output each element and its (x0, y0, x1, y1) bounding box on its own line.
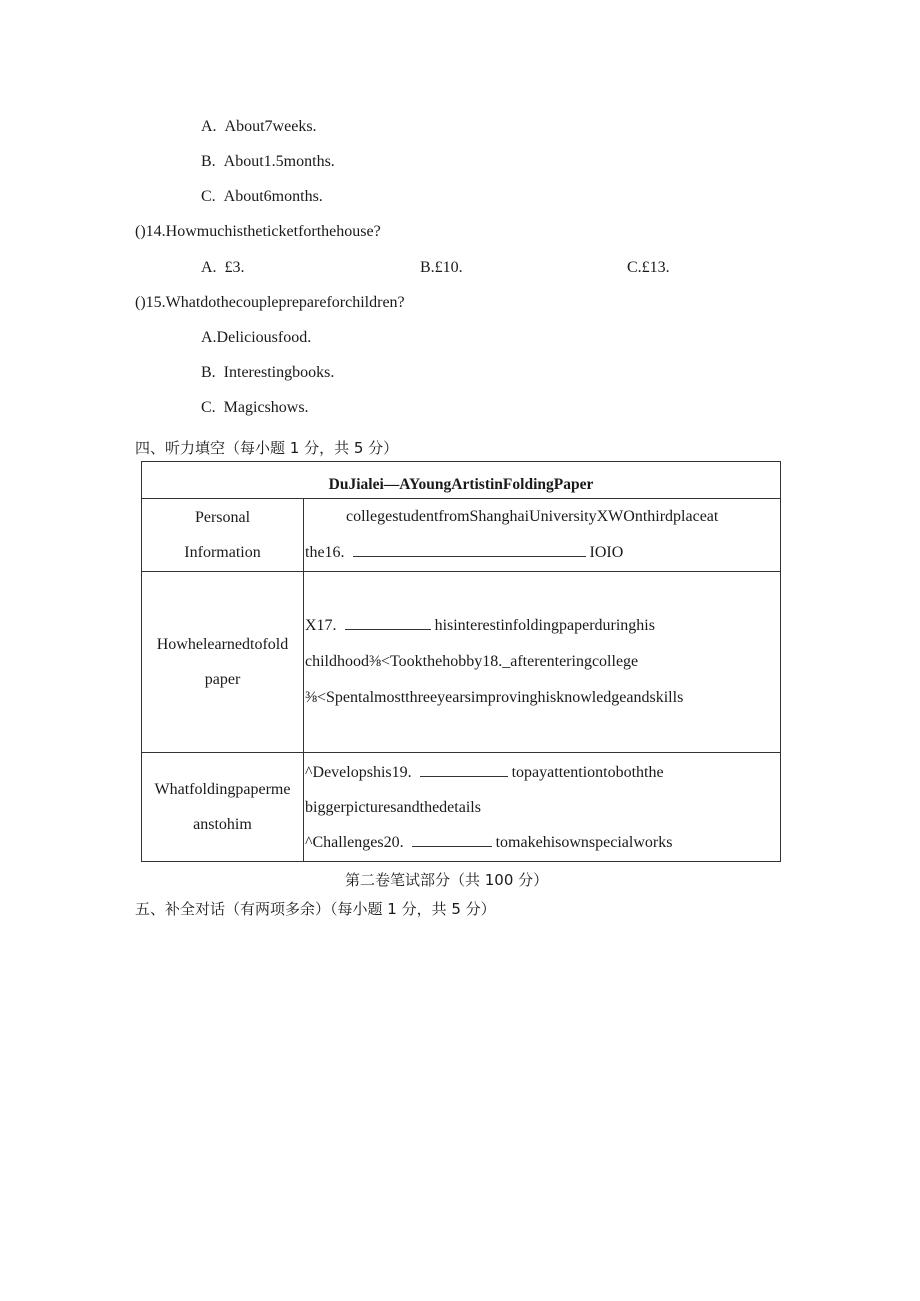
label-line: Howhelearnedtofold (156, 636, 289, 653)
q16-number: the16. (305, 544, 345, 561)
content-line: childhood⅜<Tookthehobby18._afterenteringcollege (305, 653, 639, 670)
q17-blank[interactable] (345, 615, 431, 630)
q20-number: ^Challenges20. (305, 833, 404, 851)
q13-option-a: A. About7weeks. (201, 118, 317, 135)
label-line: paper (204, 671, 241, 688)
content-text: IOIO (589, 544, 624, 561)
row-content (304, 499, 781, 572)
content-text: topayattentiontoboththe (511, 763, 664, 781)
section4-heading: 四、听力填空（每小题 1 分，共 5 分） (135, 439, 399, 457)
q19-blank[interactable] (420, 762, 508, 777)
row-content (304, 572, 781, 753)
content-line: biggerpicturesandthedetails (305, 798, 481, 816)
q19-number: ^Developshis19. (305, 763, 412, 781)
label-line: anstohim (193, 816, 252, 833)
content-text: hisinterestinfoldingpaperduringhis (434, 617, 655, 634)
content-line (305, 755, 780, 790)
content-line: ⅜<Spentalmostthreeyearsimprovinghisknowledgeandskills (305, 689, 684, 706)
content-line (305, 825, 780, 860)
table-row (142, 753, 781, 862)
q17-number: X17. (305, 617, 337, 634)
table-title: DuJialei—AYoungArtistinFoldingPaper (142, 462, 781, 499)
q13-option-c: C. About6months. (201, 188, 323, 205)
label-line: Information (184, 544, 261, 561)
q15-option-a: A.Deliciousfood. (201, 329, 312, 346)
row-label (142, 499, 304, 572)
label-line: Whatfoldingpaperme (154, 781, 291, 798)
label-line: Personal (194, 509, 251, 526)
q13-option-b: B. About1.5months. (201, 153, 335, 170)
content-line (305, 608, 780, 644)
q15-question: ()15.Whatdothecoupleprepareforchildren? (135, 294, 405, 311)
section5-heading: 五、补全对话（有两项多余）（每小题 1 分，共 5 分） (135, 900, 496, 918)
q20-blank[interactable] (412, 832, 492, 847)
q15-option-b: B. Interestingbooks. (201, 364, 335, 381)
q14-question: ()14.Howmuchistheticketforthehouse? (135, 223, 381, 240)
q16-blank[interactable] (353, 542, 586, 557)
part2-heading: 第二卷笔试部分（共 100 分） (345, 871, 549, 889)
q14-option-b: B.£10. (420, 259, 463, 276)
table-row (142, 572, 781, 753)
table-row (142, 499, 781, 572)
row-label (142, 572, 304, 753)
row-label (142, 753, 304, 862)
content-text: tomakehisownspecialworks (495, 833, 673, 851)
q14-option-c: C.£13. (627, 259, 670, 276)
q15-option-c: C. Magicshows. (201, 399, 309, 416)
row-content (304, 753, 781, 862)
q14-option-a: A. £3. (201, 259, 245, 276)
listening-fill-table (141, 461, 781, 862)
content-line (305, 535, 780, 571)
content-line: collegestudentfromShanghaiUniversityXWOnthirdplaceat (346, 508, 719, 525)
